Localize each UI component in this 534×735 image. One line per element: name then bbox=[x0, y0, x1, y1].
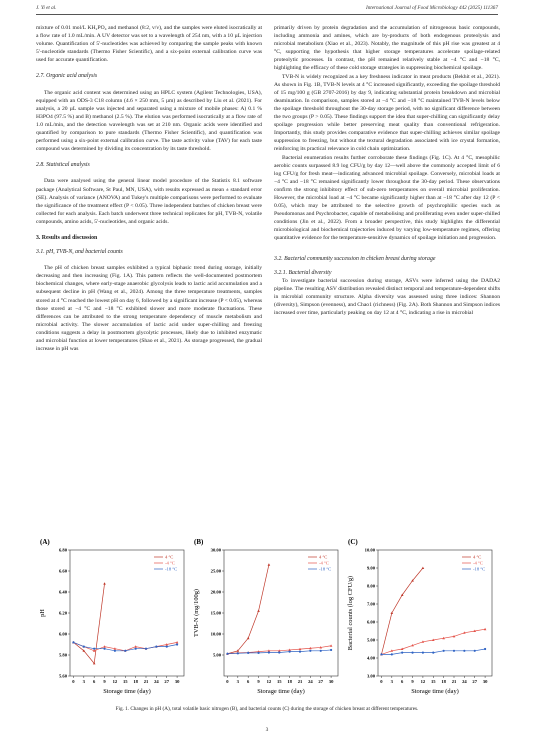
data-point bbox=[463, 650, 465, 652]
y-axis-label: pH bbox=[39, 609, 46, 617]
x-tick-label: 6 bbox=[247, 679, 250, 684]
data-point bbox=[176, 643, 178, 645]
y-tick-label: 10.00 bbox=[364, 547, 375, 553]
data-point bbox=[484, 628, 487, 630]
data-point bbox=[474, 650, 476, 652]
data-point bbox=[299, 651, 301, 653]
x-tick-label: 3 bbox=[82, 679, 85, 684]
data-point bbox=[268, 651, 270, 653]
data-point bbox=[289, 651, 291, 653]
x-tick-label: 0 bbox=[226, 679, 229, 684]
x-tick-label: 15 bbox=[276, 679, 282, 684]
x-tick-label: 18 bbox=[287, 679, 292, 684]
section-heading: 3. Results and discussion bbox=[36, 234, 98, 241]
paragraph: mixture of 0.01 mol/L KH₂PO₄ and methanol (8:2, v/v), and the samples were eluted isocratically at a flow rate of 1.0 mL/min. A UV detector was set to a wavelength of 254 nm, with a 10 µL injection volume. Quantification of 5′-nucleotides was achieved by comparing the sample peaks with known 5′-nucleotide standards (Thermo Fisher Scientific), and a six-point external calibration curve was used for accurate quantification. bbox=[36, 25, 262, 64]
data-point bbox=[422, 652, 424, 654]
x-tick-label: 12 bbox=[112, 679, 118, 684]
data-point bbox=[391, 653, 393, 655]
x-tick-label: 12 bbox=[420, 679, 426, 684]
data-point bbox=[411, 652, 413, 654]
x-tick-label: 3 bbox=[236, 679, 239, 684]
data-point bbox=[257, 652, 259, 654]
data-point bbox=[268, 563, 271, 565]
panel-label: (B) bbox=[194, 538, 204, 546]
x-tick-label: 18 bbox=[133, 679, 138, 684]
section-heading: 2.7. Organic acid analysis bbox=[36, 73, 98, 80]
data-point bbox=[103, 648, 105, 650]
paragraph: Bacterial enumeration results further corroborate these findings (Fig. 1C). At 4 °C, mesophilic aerobic counts surpassed 8.9 log CFU/g by day 12—well above the commonly accepted limit of 6 log CFU/g for fresh meat—indicating advanced microbial spoilage. Conversely, microbial loads at −4 °C and −18 °C remained significantly lower throughout the 30-day period. These observations confirm the strong inhibitory effect of sub-zero temperatures on overall microbial proliferation. However, the microbial load at −4 °C became significantly higher than at −18 °C after day 12 (P < 0.05), which may be attributed to the selective growth of psychrophilic species such as Pseudomonas and Psychrobacter, capable of metabolising and proliferating even under super-chilled conditions (Jin et al., 2022). From a broader perspective, this study highlights the differential microbiological and biochemical trajectories induced by varying low-temperature regimes, offering quantitative evidence for the temperature-sensitive dynamics of spoilage initiation and progression. bbox=[274, 154, 500, 242]
y-tick-label: 30.00 bbox=[210, 547, 221, 553]
series-line-0 bbox=[227, 565, 268, 654]
section-heading: 3.1. pH, TVB-N, and bacterial counts bbox=[36, 249, 123, 256]
data-point bbox=[380, 653, 382, 655]
x-tick-label: 0 bbox=[72, 679, 75, 684]
paragraph: primarily driven by protein degradation and the accumulation of nitrogenous basic compounds, including ammonia and amines, which are by-products of both endogenous proteolysis and microbial metabolism (Xiao et al., 2023). Notably, the magnitude of this pH rise was greatest at 4 °C, supporting the hypothesis that higher storage temperatures accelerate spoilage-related proteolytic processes. In contrast, the pH remained relatively stable at −4 °C and −18 °C, highlighting the efficacy of these cold storage strategies in suppressing biochemical spoilage. bbox=[274, 25, 500, 72]
y-tick-label: 8.00 bbox=[366, 583, 375, 589]
paragraph: To investigate bacterial succession during storage, ASVs were inferred using the DADA2 pipeline. The resulting ASV distribution revealed distinct temporal and temperature-dependent shifts in microbial community structure. Alpha diversity was assessed using three indices: Shannon (diversity), Simpson (evenness), and Chao1 (richness) (Fig. 2A). Both Shannon and Simpson indices increased over time, particularly peaking on day 12 at 4 °C, indicating a rise in microbial bbox=[274, 277, 500, 317]
data-point bbox=[226, 653, 228, 655]
data-point bbox=[155, 646, 157, 648]
data-point bbox=[114, 650, 116, 652]
header-authors: J. Yi et al. bbox=[36, 5, 57, 11]
legend-label: 4 °C bbox=[319, 554, 328, 560]
paragraph: The pH of chicken breast samples exhibited a typical biphasic trend during storage, initially decreasing and then increasing (Fig. 1A). This pattern reflects the well-documented postmortem biochemical changes, where early-stage anaerobic glycolysis leads to lactic acid accumulation and a subsequent decline in pH (Wang et al., 2024). Among the three temperature treatments, samples stored at 4 °C reached the lowest pH on day 6, followed by a significant increase (P < 0.05), whereas those stored at −4 °C and −18 °C exhibited slower and more moderate fluctuations. These differences can be attributed to the strong temperature dependency of muscle metabolism and microbial activity. The slower accumulation of lactic acid under super-chilling and freezing conditions suggests a delay in postmortem glycolytic processes, likely due to inhibited enzymatic and microbial function at lower temperatures (Shao et al., 2021). As storage progressed, the gradual increase in pH was bbox=[36, 265, 262, 353]
panel-label: (C) bbox=[348, 538, 358, 546]
data-point bbox=[134, 645, 137, 647]
y-tick-label: 5.60 bbox=[58, 673, 67, 679]
legend-label: -4 °C bbox=[473, 560, 483, 566]
data-point bbox=[247, 652, 249, 654]
x-tick-label: 24 bbox=[308, 679, 313, 684]
data-point bbox=[93, 648, 95, 650]
y-axis-label: TVB-N (mg/100g) bbox=[193, 588, 200, 638]
paragraph: The organic acid content was determined using an HPLC system (Agilent Technologies, USA), equipped with an ODS-3 C18 column (4.6 × 250 mm, 5 µm) as described by Liu et al. (2021). For analysis, a 20 µL sample was injected and separated using a mixture of mobile phases: A) 0.1 % H3PO4 (97.5 %) and B) methanol (2.5 %). The elution was performed isocratically at a flow rate of 1.0 mL/min, and the detection wavelength was set at 210 nm. Organic acids were identified and quantified by comparison to pure standards (Thermo Fisher Scientific), and quantification was performed using a six-point external calibration curve. The taste activity value (TAV) for each taste compound was determined by dividing its concentration by its taste threshold. bbox=[36, 89, 262, 153]
data-point bbox=[124, 650, 126, 652]
x-tick-label: 9 bbox=[103, 679, 106, 684]
y-tick-label: 4.00 bbox=[366, 655, 375, 661]
x-tick-label: 21 bbox=[143, 679, 149, 684]
figure-1-charts bbox=[36, 536, 498, 704]
legend-label: -4 °C bbox=[319, 560, 329, 566]
y-tick-label: 25.00 bbox=[210, 568, 221, 574]
section-heading: 2.8. Statistical analysis bbox=[36, 162, 90, 169]
figure-1 bbox=[36, 536, 498, 704]
y-tick-label: 3.00 bbox=[366, 673, 375, 679]
x-tick-label: 30 bbox=[174, 679, 180, 684]
y-tick-label: 7.00 bbox=[366, 601, 375, 607]
page-number: 3 bbox=[265, 727, 269, 733]
y-tick-label: 10.00 bbox=[210, 631, 221, 637]
legend-label: 4 °C bbox=[165, 554, 174, 560]
data-point bbox=[443, 650, 445, 652]
data-point bbox=[320, 650, 322, 652]
paragraph: TVB-N is widely recognized as a key freshness indicator in meat products (Bekhit et al., 2021). As shown in Fig. 1B, TVB-N levels at 4 °C increased significantly, exceeding the spoilage threshold of 15 mg/100 g (GB 2707-2016) by day 9, indicating substantial protein breakdown and microbial deamination. In comparison, samples stored at −4 °C and −18 °C maintained TVB-N levels below the spoilage threshold throughout the 30-day storage period, with no significant difference between the two groups (P > 0.05). These findings support the idea that super-chilling can significantly delay spoilage progression while better preserving meat quality than conventional refrigeration. Importantly, this study provides comparative evidence that super-chilling achieves similar spoilage suppression to freezing, but without the textural degradation associated with ice crystal formation, reinforcing its practical relevance in cold chain optimization. bbox=[274, 73, 500, 153]
header-rule bbox=[36, 14, 498, 15]
section-heading: 3.2. Bacterial community succession in chicken breast during storage bbox=[274, 255, 436, 262]
y-axis-label: Bacterial counts (log CFU/g) bbox=[347, 575, 354, 651]
data-point bbox=[330, 649, 332, 651]
series-line-0 bbox=[381, 568, 422, 654]
x-axis-label: Storage time (day) bbox=[103, 688, 151, 695]
data-point bbox=[166, 646, 168, 648]
y-tick-label: 15.00 bbox=[210, 610, 221, 616]
data-point bbox=[176, 641, 179, 643]
data-point bbox=[72, 641, 74, 643]
data-point bbox=[103, 645, 106, 647]
x-tick-label: 24 bbox=[154, 679, 159, 684]
x-tick-label: 18 bbox=[441, 679, 446, 684]
data-point bbox=[401, 652, 403, 654]
figure-caption: Fig. 1. Changes in pH (A), total volatile basic nitrogen (B), and bacterial counts (C) during the storage of chicken breast at different temperatures. bbox=[115, 706, 419, 712]
data-point bbox=[278, 651, 280, 653]
data-point bbox=[484, 648, 486, 650]
y-tick-label: 9.00 bbox=[366, 565, 375, 571]
x-tick-label: 0 bbox=[380, 679, 383, 684]
series-line-0 bbox=[73, 584, 104, 664]
x-tick-label: 9 bbox=[257, 679, 260, 684]
x-axis-label: Storage time (day) bbox=[257, 688, 305, 695]
left-column bbox=[36, 24, 262, 353]
data-point bbox=[145, 648, 147, 650]
y-tick-label: 5.80 bbox=[58, 652, 67, 658]
data-point bbox=[247, 637, 250, 639]
legend-label: -4 °C bbox=[165, 560, 175, 566]
x-tick-label: 21 bbox=[297, 679, 303, 684]
section-heading: 3.2.1. Bacterial diversity bbox=[274, 269, 332, 276]
y-tick-label: 6.20 bbox=[58, 610, 67, 616]
panel-label: (A) bbox=[40, 538, 50, 546]
legend-label: -18 °C bbox=[319, 566, 332, 572]
x-tick-label: 27 bbox=[164, 679, 170, 684]
y-tick-label: 6.60 bbox=[58, 568, 67, 574]
y-tick-label: 20.00 bbox=[210, 589, 221, 595]
legend-label: -18 °C bbox=[165, 566, 178, 572]
x-tick-label: 27 bbox=[472, 679, 478, 684]
x-tick-label: 12 bbox=[266, 679, 272, 684]
x-tick-label: 15 bbox=[122, 679, 128, 684]
x-tick-label: 30 bbox=[482, 679, 488, 684]
x-tick-label: 9 bbox=[411, 679, 414, 684]
x-tick-label: 27 bbox=[318, 679, 324, 684]
y-tick-label: 6.40 bbox=[58, 589, 67, 595]
y-tick-label: 6.80 bbox=[58, 547, 67, 553]
x-tick-label: 24 bbox=[462, 679, 467, 684]
x-tick-label: 30 bbox=[328, 679, 334, 684]
y-tick-label: 5.00 bbox=[212, 652, 221, 658]
y-tick-label: 6.00 bbox=[58, 631, 67, 637]
x-tick-label: 21 bbox=[451, 679, 457, 684]
x-axis-label: Storage time (day) bbox=[411, 688, 459, 695]
data-point bbox=[257, 610, 260, 612]
data-point bbox=[103, 582, 106, 584]
data-point bbox=[453, 650, 455, 652]
y-tick-label: 5.00 bbox=[366, 637, 375, 643]
header-journal: International Journal of Food Microbiology 442 (2025) 111367 bbox=[365, 5, 498, 11]
x-tick-label: 6 bbox=[401, 679, 404, 684]
legend-label: 4 °C bbox=[473, 554, 482, 560]
right-column bbox=[274, 24, 500, 317]
data-point bbox=[422, 567, 425, 569]
data-point bbox=[432, 652, 434, 654]
y-tick-label: 6.00 bbox=[366, 619, 375, 625]
x-tick-label: 6 bbox=[93, 679, 96, 684]
x-tick-label: 3 bbox=[390, 679, 393, 684]
data-point bbox=[309, 650, 311, 652]
paragraph: Data were analysed using the general linear model procedure of the Statistix 8.1 software package (Analytical Software, St Paul, MN, USA), with results expressed as mean ± standard error (SE). Analysis of variance (ANOVA) and Tukey's multiple comparisons were performed to evaluate the significance of the treatment effect (P < 0.05). Three independent batches of chicken breast were collected for each analysis. Each batch underwent three technical replicates for pH, TVB-N, volatile compounds, amino acids, 5′-nucleotides, and organic acids. bbox=[36, 178, 262, 225]
x-tick-label: 15 bbox=[430, 679, 436, 684]
data-point bbox=[83, 646, 85, 648]
running-header bbox=[36, 5, 498, 11]
data-point bbox=[135, 648, 137, 650]
data-point bbox=[237, 652, 239, 654]
legend-label: -18 °C bbox=[473, 566, 486, 572]
